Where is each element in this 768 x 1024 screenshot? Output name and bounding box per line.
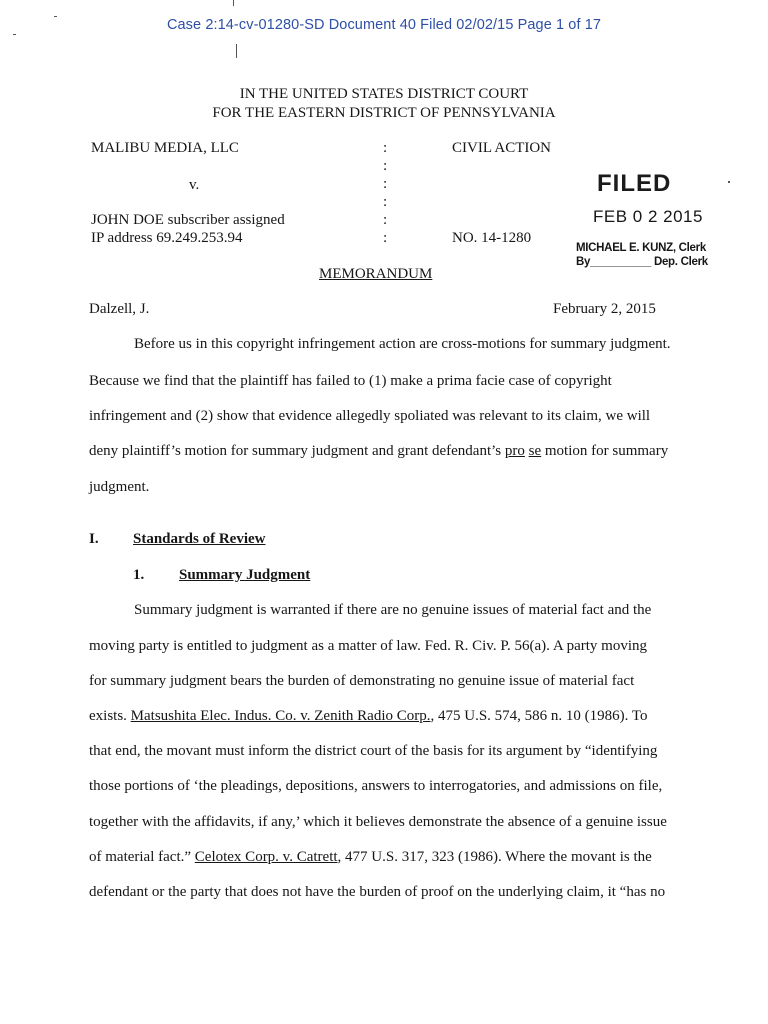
filed-stamp-title: FILED bbox=[597, 170, 672, 197]
intro-line: judgment. bbox=[89, 479, 150, 495]
intro-line: infringement and (2) show that evidence allegedly spoliated was relevant to its claim, we will bbox=[89, 408, 651, 424]
body-line bbox=[89, 849, 652, 866]
body-text: , 477 U.S. 317, 323 (1986). Where the movant is the bbox=[337, 849, 652, 865]
body-line: those portions of ‘the pleadings, depositions, answers to interrogatories, and admissions on file, bbox=[89, 778, 663, 794]
intro-line: Because we find that the plaintiff has failed to (1) make a prima facie case of copyright bbox=[89, 373, 612, 389]
body-line: together with the affidavits, if any,’ which it believes demonstrate the absence of a genuine issue bbox=[89, 814, 667, 830]
caption-case-number: NO. 14-1280 bbox=[452, 230, 532, 246]
filed-stamp-clerk: MICHAEL E. KUNZ, Clerk bbox=[576, 242, 706, 254]
intro-line: Before us in this copyright infringement action are cross-motions for summary judgment. bbox=[134, 336, 671, 352]
case-citation: Matsushita Elec. Indus. Co. v. Zenith Radio Corp. bbox=[130, 708, 431, 724]
scan-speck bbox=[236, 44, 237, 58]
scan-speck bbox=[13, 34, 16, 35]
body-text: exists. bbox=[89, 708, 131, 724]
filed-stamp-date: FEB 0 2 2015 bbox=[593, 207, 703, 226]
document-title: MEMORANDUM bbox=[319, 266, 433, 282]
subsection-heading: Summary Judgment bbox=[179, 567, 311, 583]
intro-pro: pro bbox=[504, 443, 525, 459]
opinion-date: February 2, 2015 bbox=[553, 301, 656, 317]
intro-line-text: deny plaintiff’s motion for summary judgment and grant defendant’s bbox=[89, 443, 505, 459]
caption-colon: : bbox=[383, 212, 388, 228]
body-line: Summary judgment is warranted if there are no genuine issues of material fact and the bbox=[134, 602, 652, 618]
intro-line bbox=[89, 443, 668, 460]
body-line bbox=[89, 708, 648, 725]
subsection-number: 1. bbox=[133, 567, 145, 583]
body-line: that end, the movant must inform the district court of the basis for its argument by “identifying bbox=[89, 743, 658, 759]
scan-speck bbox=[728, 181, 730, 183]
case-citation: Celotex Corp. v. Catrett bbox=[194, 849, 338, 865]
section-number: I. bbox=[89, 531, 99, 547]
court-name-line2: FOR THE EASTERN DISTRICT OF PENNSYLVANIA bbox=[212, 105, 556, 121]
caption-versus: v. bbox=[189, 177, 200, 193]
court-name-line1: IN THE UNITED STATES DISTRICT COURT bbox=[239, 86, 529, 102]
scan-speck bbox=[233, 0, 234, 6]
caption-plaintiff: MALIBU MEDIA, LLC bbox=[91, 140, 239, 156]
caption-colon: : bbox=[383, 140, 388, 156]
caption-defendant-line1: JOHN DOE subscriber assigned bbox=[91, 212, 285, 228]
intro-tail: motion for summary bbox=[541, 443, 669, 459]
caption-action-type: CIVIL ACTION bbox=[452, 140, 552, 156]
caption-defendant-line2: IP address 69.249.253.94 bbox=[91, 230, 243, 246]
caption-colon: : bbox=[383, 194, 388, 210]
body-line: defendant or the party that does not have the burden of proof on the underlying claim, it “has no bbox=[89, 884, 666, 900]
filed-stamp-deputy: By__________ Dep. Clerk bbox=[576, 256, 708, 268]
body-text: of material fact.” bbox=[89, 849, 195, 865]
caption-colon: : bbox=[383, 158, 388, 174]
body-text: , 475 U.S. 574, 586 n. 10 (1986). To bbox=[430, 708, 648, 724]
caption-colon: : bbox=[383, 230, 388, 246]
judge-name: Dalzell, J. bbox=[89, 301, 150, 317]
caption-colon: : bbox=[383, 176, 388, 192]
intro-se: se bbox=[528, 443, 542, 459]
body-line: for summary judgment bears the burden of demonstrating no genuine issue of material fact bbox=[89, 673, 635, 689]
ecf-header-stamp: Case 2:14-cv-01280-SD Document 40 Filed 02/02/15 Page 1 of 17 bbox=[166, 17, 602, 33]
section-heading: Standards of Review bbox=[133, 531, 266, 547]
body-line: moving party is entitled to judgment as a matter of law. Fed. R. Civ. P. 56(a). A party moving bbox=[89, 638, 647, 654]
